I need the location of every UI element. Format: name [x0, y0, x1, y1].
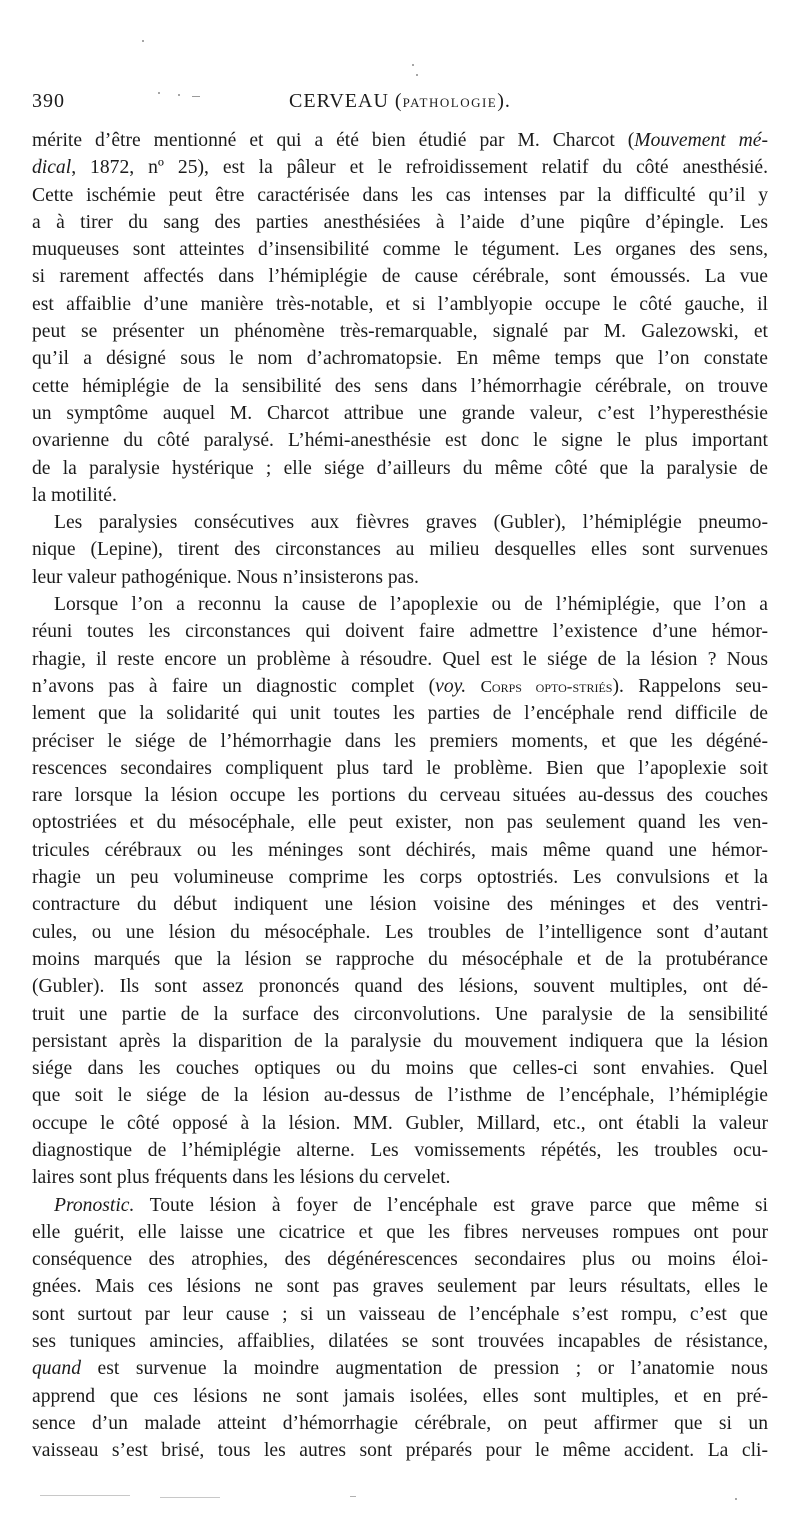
text-run: rhagie un peu volumineuse comprime les corps optostriés. Les convulsions et la	[32, 867, 768, 889]
text-run: tricules cérébraux ou les méninges sont déchirés, mais même quand une hémor-	[32, 839, 768, 861]
italic-run: dical	[32, 157, 72, 179]
text-line	[32, 1028, 768, 1055]
text-line	[32, 455, 768, 482]
text-line	[32, 1246, 768, 1273]
text-run: , 1872, nº 25), est la pâleur et le refroidissement relatif du côté anesthésié.	[71, 157, 768, 179]
text-run: optostriées et du mésocéphale, elle peut exister, non pas seulement quand les ven-	[32, 812, 768, 834]
text-run: réuni toutes les circonstances qui doivent faire admettre l’existence d’une hémor-	[32, 621, 768, 643]
text-run: persistant après la disparition de la paralysie du mouvement indiquera que la lésion	[32, 1030, 768, 1052]
text-run: ses tuniques amincies, affaiblies, dilatées se sont trouvées incapables de résistance,	[32, 1331, 768, 1353]
text-run: cette hémiplégie de la sensibilité des sens dans l’hémorrhagie cérébrale, on trouve	[32, 375, 768, 397]
italic-run: quand	[32, 1358, 81, 1380]
scan-speck	[416, 74, 418, 76]
text-line	[32, 182, 768, 209]
text-run: occupe le côté opposé à la lésion. MM. Gubler, Millard, etc., ont établi la valeur	[32, 1112, 768, 1134]
text-line	[32, 154, 768, 181]
text-line	[32, 1437, 768, 1464]
text-run: moins marqués que la lésion se rapproche du mésocéphale et de la protubérance	[32, 948, 768, 970]
text-run: un symptôme auquel M. Charcot attribue une grande valeur, c’est l’hyperesthésie	[32, 402, 768, 424]
page-number: 390	[32, 90, 65, 112]
text-run: elle guérit, elle laisse une cicatrice et que les fibres nerveuses rompues ont pour	[32, 1221, 768, 1243]
text-line	[32, 809, 768, 836]
text-line	[32, 673, 768, 700]
text-line	[32, 1410, 768, 1437]
text-line	[32, 1219, 768, 1246]
scan-speck	[192, 96, 200, 97]
text-run: Lorsque l’on a reconnu la cause de l’apoplexie ou de l’hémiplégie, que l’on a	[54, 594, 768, 616]
small-caps-run: Corps opto-striés	[480, 676, 613, 696]
scan-speck	[412, 64, 414, 66]
text-line	[32, 919, 768, 946]
scan-speck	[160, 1497, 220, 1498]
text-run: lement que la solidarité qui unit toutes les parties de l’encéphale rend difficile de	[32, 703, 768, 725]
text-line	[32, 1055, 768, 1082]
text-run: conséquence des atrophies, des dégénérescences secondaires plus ou moins éloi-	[32, 1249, 768, 1271]
text-run: diagnostique de l’hémiplégie alterne. Les vomissements répétés, les troubles ocu-	[32, 1139, 768, 1161]
scan-speck	[40, 1495, 130, 1496]
text-line	[32, 1137, 768, 1164]
text-run: vaisseau s’est brisé, tous les autres sont préparés pour le même accident. La cli-	[32, 1440, 768, 1462]
text-run: est affaiblie d’une manière très-notable, et si l’amblyopie occupe le côté gauche, il	[32, 293, 768, 315]
text-run: de la paralysie hystérique ; elle siége d’ailleurs du même côté que la paralysie de	[32, 457, 768, 479]
text-run: peut se présenter un phénomène très-remarquable, signalé par M. Galezowski, et	[32, 321, 768, 343]
text-line	[32, 345, 768, 372]
text-line	[32, 209, 768, 236]
text-line	[32, 1355, 768, 1382]
text-line	[32, 536, 768, 563]
text-run: qu’il a désigné sous le nom d’achromatopsie. En même temps que l’on constate	[32, 348, 768, 370]
text-run: Corps opto-striés). Rappelons seu-	[480, 675, 768, 697]
text-run: nique (Lepine), tirent des circonstances au milieu desquelles elles sont survenues	[32, 539, 768, 561]
text-run: rescences secondaires compliquent plus tard le problème. Bien que l’apoplexie soit	[32, 757, 768, 779]
text-run: préciser le siége de l’hémorrhagie dans les premiers moments, et que les dégéné-	[32, 730, 768, 752]
text-line	[32, 1164, 768, 1191]
text-line	[32, 373, 768, 400]
text-run: cules, ou une lésion du mésocéphale. Les troubles de l’intelligence sont d’autant	[32, 921, 768, 943]
text-line	[32, 973, 768, 1000]
scan-speck	[735, 1498, 737, 1500]
text-run: la motilité.	[32, 484, 117, 506]
page-header	[32, 86, 768, 116]
text-line	[32, 837, 768, 864]
text-run: rare lorsque la lésion occupe les portions du cerveau situées au-dessus des couches	[32, 785, 768, 807]
scan-speck	[178, 94, 180, 96]
text-run: si rarement affectés dans l’hémiplégie de cause cérébrale, sont émoussés. La vue	[32, 266, 768, 288]
text-line	[32, 618, 768, 645]
text-line	[32, 1001, 768, 1028]
text-line	[32, 291, 768, 318]
body-text	[32, 127, 768, 1465]
text-run: n’avons pas à faire un diagnostic complet (	[32, 675, 436, 697]
text-run: laires sont plus fréquents dans les lésions du cervelet.	[32, 1167, 451, 1189]
text-line	[32, 1110, 768, 1137]
text-line	[32, 946, 768, 973]
italic-run: voy.	[435, 675, 467, 697]
text-run: sont surtout par leur cause ; si un vaisseau de l’encéphale s’est rompu, c’est que	[32, 1303, 768, 1325]
text-line	[32, 127, 768, 154]
italic-run: Pronostic.	[54, 1194, 135, 1216]
text-line	[32, 263, 768, 290]
text-line	[32, 755, 768, 782]
text-line	[32, 891, 768, 918]
text-line	[32, 509, 768, 536]
running-head-main: CERVEAU (	[289, 90, 403, 112]
text-run: Toute lésion à foyer de l’encéphale est grave parce que même si	[134, 1194, 768, 1216]
text-line	[32, 236, 768, 263]
text-line	[32, 400, 768, 427]
text-line	[32, 318, 768, 345]
text-run: que soit le siége de la lésion au-dessus de l’isthme de l’encéphale, l’hémiplégie	[32, 1085, 768, 1107]
text-line	[32, 564, 768, 591]
scan-speck	[142, 40, 144, 42]
text-line	[32, 782, 768, 809]
text-run: leur valeur pathogénique. Nous n’insisterons pas.	[32, 566, 419, 588]
scan-speck	[350, 1496, 356, 1497]
text-line	[32, 1082, 768, 1109]
text-line	[32, 427, 768, 454]
text-run: mérite d’être mentionné et qui a été bien étudié par M. Charcot (	[32, 130, 635, 151]
text-line	[32, 1192, 768, 1219]
text-run: a à tirer du sang des parties anesthésiées à l’aide d’une piqûre d’épingle. Les	[32, 211, 768, 233]
text-line	[32, 591, 768, 618]
scan-speck	[158, 92, 160, 94]
text-run: (Gubler). Ils sont assez prononcés quand des lésions, souvent multiples, ont dé-	[32, 976, 768, 998]
text-run: gnées. Mais ces lésions ne sont pas graves seulement par leurs résultats, elles le	[32, 1276, 768, 1298]
text-run: siége dans les couches optiques ou du moins que celles-ci sont envahies. Quel	[32, 1058, 768, 1080]
text-run: muqueuses sont atteintes d’insensibilité comme le tégument. Les organes des sens,	[32, 239, 768, 261]
text-run: Les paralysies consécutives aux fièvres graves (Gubler), l’hémiplégie pneumo-	[54, 512, 768, 534]
text-run: apprend que ces lésions ne sont jamais isolées, elles sont multiples, et en pré-	[32, 1385, 768, 1407]
text-line	[32, 482, 768, 509]
text-line	[32, 728, 768, 755]
text-run: sence d’un malade atteint d’hémorrhagie cérébrale, on peut affirmer que si un	[32, 1412, 768, 1434]
text-line	[32, 700, 768, 727]
text-line	[32, 864, 768, 891]
text-run: est survenue la moindre augmentation de pression ; or l’anatomie nous	[80, 1358, 768, 1380]
text-run: ovarienne du côté paralysé. L’hémi-anesthésie est donc le signe le plus important	[32, 430, 768, 452]
text-line	[32, 1301, 768, 1328]
text-run: contracture du début indiquent une lésion voisine des méninges et des ventri-	[32, 894, 768, 916]
running-head-end: ).	[497, 90, 511, 112]
text-line	[32, 1383, 768, 1410]
running-head-subtitle: PATHOLOGIE	[402, 95, 498, 110]
running-head	[32, 86, 768, 118]
text-run: rhagie, il reste encore un problème à résoudre. Quel est le siége de la lésion ? Nous	[32, 648, 768, 670]
text-run: Cette ischémie peut être caractérisée dans les cas intenses par la difficulté qu’il y	[32, 184, 768, 206]
text-run: truit une partie de la surface des circonvolutions. Une paralysie de la sensibilité	[32, 1003, 768, 1025]
text-line	[32, 1328, 768, 1355]
text-line	[32, 1273, 768, 1300]
text-line	[32, 646, 768, 673]
italic-run: Mouvement mé-	[634, 130, 769, 151]
